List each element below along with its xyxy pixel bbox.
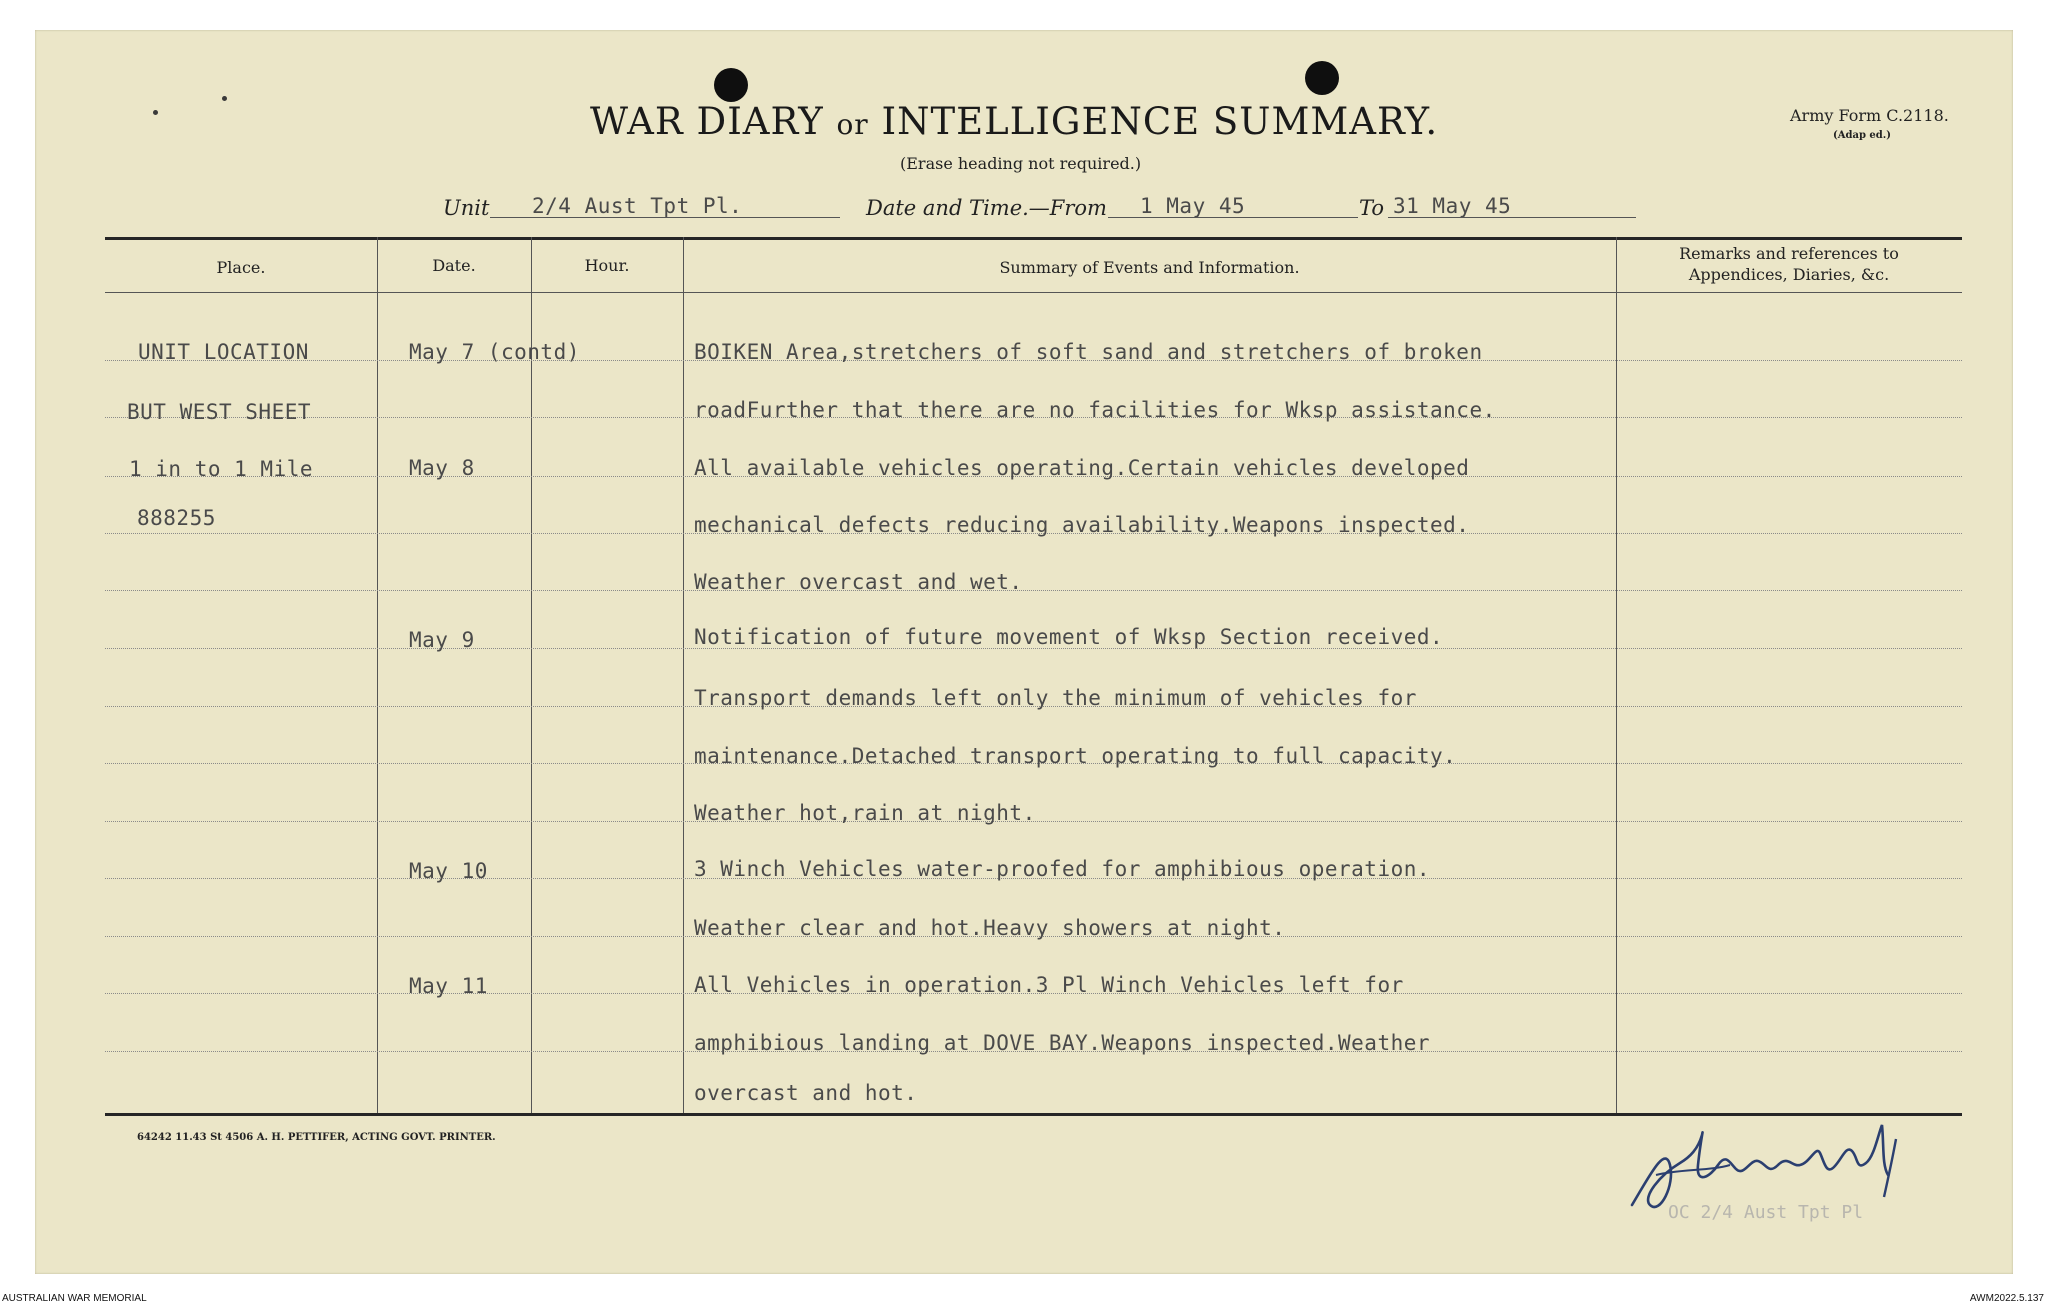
paper-mark	[153, 110, 158, 115]
summary-line: BOIKEN Area,stretchers of soft sand and stretchers of broken	[694, 340, 1483, 364]
punch-hole-left	[714, 68, 748, 102]
summary-line: All Vehicles in operation.3 Pl Winch Vehicles left for	[694, 973, 1404, 997]
date-entry: May 9	[409, 628, 475, 652]
title-or: or	[836, 108, 869, 141]
summary-line: Transport demands left only the minimum of vehicles for	[694, 686, 1417, 710]
column-header-summary: Summary of Events and Information.	[999, 258, 1300, 277]
summary-line: 3 Winch Vehicles water-proofed for amphibious operation.	[694, 857, 1431, 881]
column-header-remarks: Remarks and references to	[1679, 244, 1899, 263]
signature-stroke	[1632, 1125, 1888, 1207]
column-header-hour: Hour.	[584, 256, 630, 275]
signature-stroke	[1656, 1165, 1730, 1175]
table-top-rule	[105, 237, 1962, 240]
summary-line: maintenance.Detached transport operating to full capacity.	[694, 744, 1457, 768]
column-header-remarks: Appendices, Diaries, &c.	[1688, 265, 1890, 284]
place-line: 1 in to 1 Mile	[129, 457, 314, 481]
printer-footer: 64242 11.43 St 4506 A. H. PETTIFER, ACTING GOVT. PRINTER.	[137, 1132, 496, 1143]
date-entry: May 8	[409, 456, 475, 480]
date-entry: May 11	[409, 974, 488, 998]
date-entry: May 10	[409, 859, 488, 883]
datetime-label: Date and Time.—From	[866, 196, 1107, 220]
form-title	[590, 100, 1438, 143]
signature	[1620, 1105, 1940, 1225]
archive-reference: AWM2022.5.137	[1969, 1293, 2044, 1304]
place-line: BUT WEST SHEET	[127, 400, 312, 424]
army-form-number: Army Form C.2118.	[1790, 106, 1949, 125]
summary-line: overcast and hot.	[694, 1081, 918, 1105]
unit-underline	[490, 217, 840, 218]
summary-line: roadFurther that there are no facilities for Wksp assistance.	[694, 398, 1496, 422]
from-underline	[1108, 217, 1358, 218]
summary-line: mechanical defects reducing availability.Weapons inspected.	[694, 513, 1470, 537]
summary-line: All available vehicles operating.Certain vehicles developed	[694, 456, 1470, 480]
paper-mark	[222, 96, 227, 101]
punch-hole-right	[1305, 61, 1339, 95]
column-divider	[683, 237, 684, 1113]
unit-label: Unit	[443, 196, 490, 220]
officer-stamp: OC 2/4 Aust Tpt Pl	[1668, 1202, 1864, 1223]
archive-label: AUSTRALIAN WAR MEMORIAL	[2, 1293, 147, 1304]
date-entry: May 7 (contd)	[409, 340, 580, 364]
column-divider	[1616, 237, 1617, 1113]
summary-line: Weather overcast and wet.	[694, 570, 1023, 594]
column-divider	[531, 237, 532, 1113]
adapted-note: (Adap ed.)	[1833, 130, 1892, 141]
header-bottom-rule	[105, 292, 1962, 293]
summary-line: Notification of future movement of Wksp Section received.	[694, 625, 1444, 649]
to-label: To	[1359, 196, 1385, 220]
summary-line: amphibious landing at DOVE BAY.Weapons inspected.Weather	[694, 1031, 1431, 1055]
to-value: 31 May 45	[1393, 194, 1512, 218]
unit-value: 2/4 Aust Tpt Pl.	[532, 194, 743, 218]
column-divider	[377, 237, 378, 1113]
to-underline	[1388, 217, 1636, 218]
column-header-date: Date.	[432, 256, 476, 275]
ruled-line	[105, 590, 1962, 591]
form-subtitle: (Erase heading not required.)	[900, 154, 1142, 173]
title-rest: INTELLIGENCE SUMMARY.	[881, 100, 1439, 143]
summary-line: Weather hot,rain at night.	[694, 801, 1036, 825]
place-line: UNIT LOCATION	[138, 340, 309, 364]
column-header-place: Place.	[216, 258, 266, 277]
from-value: 1 May 45	[1140, 194, 1246, 218]
summary-line: Weather clear and hot.Heavy showers at night.	[694, 916, 1286, 940]
place-line: 888255	[137, 506, 216, 530]
title-main: WAR DIARY	[590, 100, 824, 143]
